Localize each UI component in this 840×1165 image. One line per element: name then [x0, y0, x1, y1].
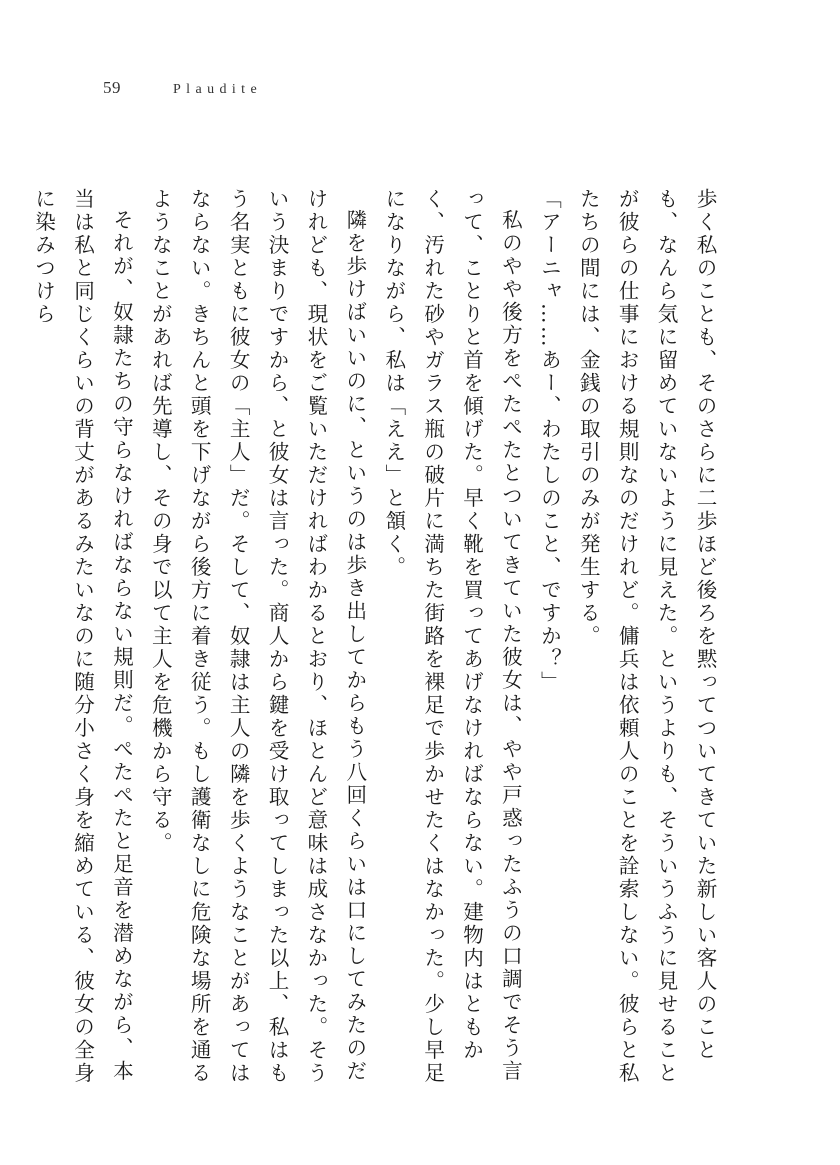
- running-head: [103, 78, 262, 102]
- paragraph: 歩く私のことも、そのさらに二歩ほど後ろを黙ってついてきていた新しい客人のことも、なんら気に留めていないように見えた。というよりも、そういうふうに見せることが彼らの仕事における規則なのだけれど。傭兵は依頼人のことを詮索しない。彼らと私たちの間には、金銭の取引のみが発生する。: [576, 188, 717, 1085]
- page-number: 59: [103, 78, 121, 97]
- paragraph: 私のやや後方をぺたぺたとついてきていた彼女は、やや戸惑ったふうの口調でそう言って、ことりと首を傾げた。早く靴を買ってあげなければならない。建物内はともかく、汚れた砂やガラス瓶の破片に満ちた街路を裸足で歩かせたくはなかった。少し早足になりながら、私は「ええ」と頷く。: [381, 188, 523, 1085]
- running-title: Plaudite: [173, 82, 263, 97]
- paragraph: 隣を歩けばいいのに、というのは歩き出してからもう八回くらいは口にしてみたのだけれども、現状をご覧いただければわかるとおり、ほとんど意味は成さなかった。そういう決まりですから、と彼女は言った。商人から鍵を受け取ってしまった以上、私はもう名実ともに彼女の「主人」だ。そして、奴隷は主人の隣を歩くようなことがあってはならない。きちんと頭を下げながら後方に着き従う。もし護衛なしに危険な場所を通るようなことがあれば先導し、その身で以て主人を危機から守る。: [148, 188, 367, 1085]
- vertical-body-text: [31, 188, 724, 1088]
- paragraph-dialogue: 「アーニャ……あー、わたしのこと、ですか？」: [537, 188, 562, 694]
- paragraph: それが、奴隷たちの守らなければならない規則だ。ぺたぺたと足音を潜めながら、本当は私と同じくらいの背丈があるみたいなのに随分小さく身を縮めている、彼女の全身に染みつけら: [31, 188, 134, 1085]
